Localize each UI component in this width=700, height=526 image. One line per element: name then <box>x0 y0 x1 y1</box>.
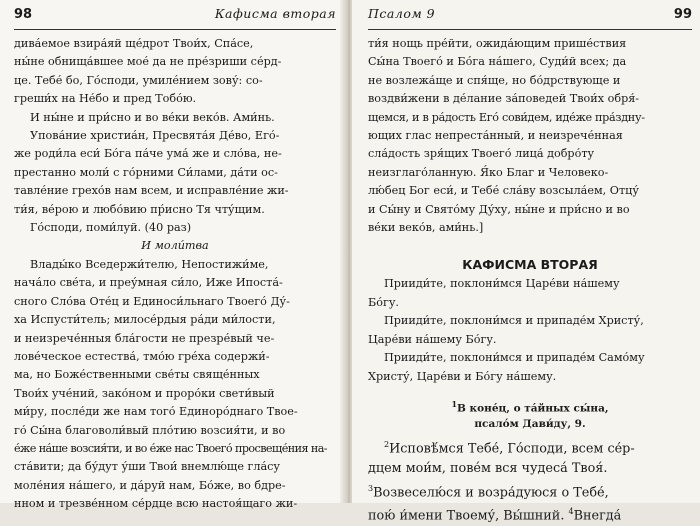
invitatory-line: Прииди́те, поклони́мся и припаде́м Христу́, <box>384 314 644 328</box>
text-line: ти́я, ве́рою и любо́вию пр́исно Тя чту́щим. <box>14 202 265 216</box>
text-line: и Сы́ну и Свято́му Ду́ху, ны́не и при́сно и во <box>368 202 630 216</box>
left-page-header <box>14 0 336 30</box>
text-line: ти́я нощь пре́йти, ожида́ющим прише́ствия <box>368 37 627 50</box>
text-line: Го́споди, поми́луй. (40 раз) <box>30 221 192 235</box>
verse-text: Исповѣ́мся Тебе́, Го́споди, всем се́р- <box>389 441 635 457</box>
text-line: ма, но Боже́ственными све́ты свяще́нных <box>14 368 260 382</box>
left-page <box>0 0 346 511</box>
verse-2-cont: дцем мои́м, пове́м вся чудеса́ Твоя́. <box>368 461 608 477</box>
verse-3-cont <box>368 502 692 526</box>
text-line: воздви́жени в де́лание за́поведей Твои́х обря́- <box>368 92 640 106</box>
text-line: не возлежа́ще и спя́ще, но бо́дрствующе и <box>368 73 621 87</box>
text-line: сного Сло́ва Оте́ц и Единоси́льнаго Твоего́ Ду́- <box>14 294 290 308</box>
psalm-title-line1: В коне́ц, о та́йных сы́на, <box>457 402 609 415</box>
verse-number: 2 <box>384 440 390 450</box>
text-line: ха Испусти́тель; милосе́рдыя ра́ди ми́лости, <box>14 313 276 327</box>
text-line: нном и трезве́нном се́рдце всю настоя́щаго жи- <box>14 497 298 511</box>
psalm-title <box>368 396 692 417</box>
text-line: дива́емое взира́яй ще́дрот Твои́х, Спа́се, <box>14 37 254 50</box>
text-line: И ны́не и при́сно и во ве́ки веко́в. Ами́нь. <box>30 110 275 124</box>
right-page-number: 99 <box>673 7 692 22</box>
text-line: лю́бец Бог еси́, и Тебе́ сла́ву возсыла́ем, Отцу́ <box>368 184 639 198</box>
text-line: нача́ло све́та, и преу́мная си́ло, Иже Ипоста́- <box>14 276 283 290</box>
psalm-title-line2: псало́м Дави́ду, 9. <box>474 418 586 431</box>
text-line: щемся, и в ра́дость Его́ сови́дем, иде́же пра́здну- <box>368 110 645 124</box>
text-line: же роди́ла еси́ Бо́га па́че ума́ же и сло́ва, не- <box>14 147 282 161</box>
verse-text: Возвеселю́ся и возра́дуюся о Тебе́, <box>373 484 609 500</box>
text-line: и неизрече́нныя бла́гости не презре́вый че- <box>14 331 275 345</box>
text-line: ны́не обнища́вшее мое́ да не пре́зриши се́рд- <box>14 55 282 69</box>
invitatory-line: Прииди́те, поклони́мся Царе́ви на́шему <box>384 277 620 291</box>
text-line: лове́ческое естества́, тмо́ю гре́ха содержи́- <box>14 349 270 363</box>
right-page-text <box>368 30 692 526</box>
kathisma-heading: КАФИСМА ВТОРАЯ <box>462 257 598 273</box>
text-line: сла́дость зря́щих Твоего́ лица́ добро́ту <box>368 147 595 161</box>
verse-text: пою́ и́мени Твоему́, Вы́шний. <box>368 508 565 524</box>
verse-3 <box>368 479 692 503</box>
invitatory-line: Царе́ви на́шему Бо́гу. <box>368 332 497 346</box>
text-line: це. Тебе́ бо, Го́споди, умиле́нием зову́: со- <box>14 73 263 87</box>
left-page-text <box>14 30 336 514</box>
invitatory-line: Бо́гу. <box>368 295 399 309</box>
text-line: го́ Сы́на благоволи́вый пло́тию возсия́ти, и во <box>14 423 286 437</box>
text-line: Упова́ние христиа́н, Пресвята́я Де́во, Его́- <box>30 129 280 143</box>
text-line: е́же на́ше возсия́ти, и во е́же нас Твоего́ просвеще́ния на- <box>14 441 327 455</box>
psalm-title-note: 1 <box>451 398 458 409</box>
verse-number: 3 <box>368 483 374 493</box>
verse-number: 4 <box>568 507 574 517</box>
text-line: ве́ки веко́в, ами́нь.] <box>368 221 484 235</box>
left-running-title: Кафисма вторая <box>214 6 336 21</box>
text-line: Твои́х уче́ний, зако́ном и проро́ки свети́вый <box>14 386 275 400</box>
text-line: Влады́ко Вседержи́телю, Непостижи́ме, <box>30 257 269 271</box>
text-line: неизглаго́ланную. Я́ко Благ и Человеко- <box>368 165 609 179</box>
text-line: ста́вити; да бу́дут у́ши Твои́ внемлю́ще гла́су <box>14 460 280 474</box>
invitatory-line: Христу́, Царе́ви и Бо́гу на́шему. <box>368 369 557 383</box>
text-line: ми́ру, после́ди же нам того́ Единоро́днаго Твое- <box>14 405 298 419</box>
right-page <box>352 0 700 524</box>
verse-text: Внегда́ <box>573 508 622 524</box>
prayer-heading: И моли́тва <box>141 239 209 253</box>
invitatory-line: Прииди́те, поклони́мся и припаде́м Само́му <box>384 351 645 365</box>
text-line: Сы́на Твоего́ и Бо́га на́шего, Суди́й всех; да <box>368 55 627 69</box>
text-line: моле́ния на́шего, и да́руй нам, Бо́же, во бдре- <box>14 478 286 492</box>
text-line: тавле́ние грехо́в нам всем, и исправле́ние жи- <box>14 184 289 198</box>
right-page-header <box>368 0 692 30</box>
right-running-title: Псалом 9 <box>368 6 436 21</box>
text-line: греши́х на Не́бо и пред Тобо́ю. <box>14 92 197 106</box>
left-page-number: 98 <box>14 7 33 22</box>
text-line: престанно моли́ с го́рними Си́лами, да́ти ос- <box>14 165 278 179</box>
text-line: ющих глас непреста́нный, и неизрече́нная <box>368 129 623 143</box>
verse-2 <box>368 435 692 459</box>
